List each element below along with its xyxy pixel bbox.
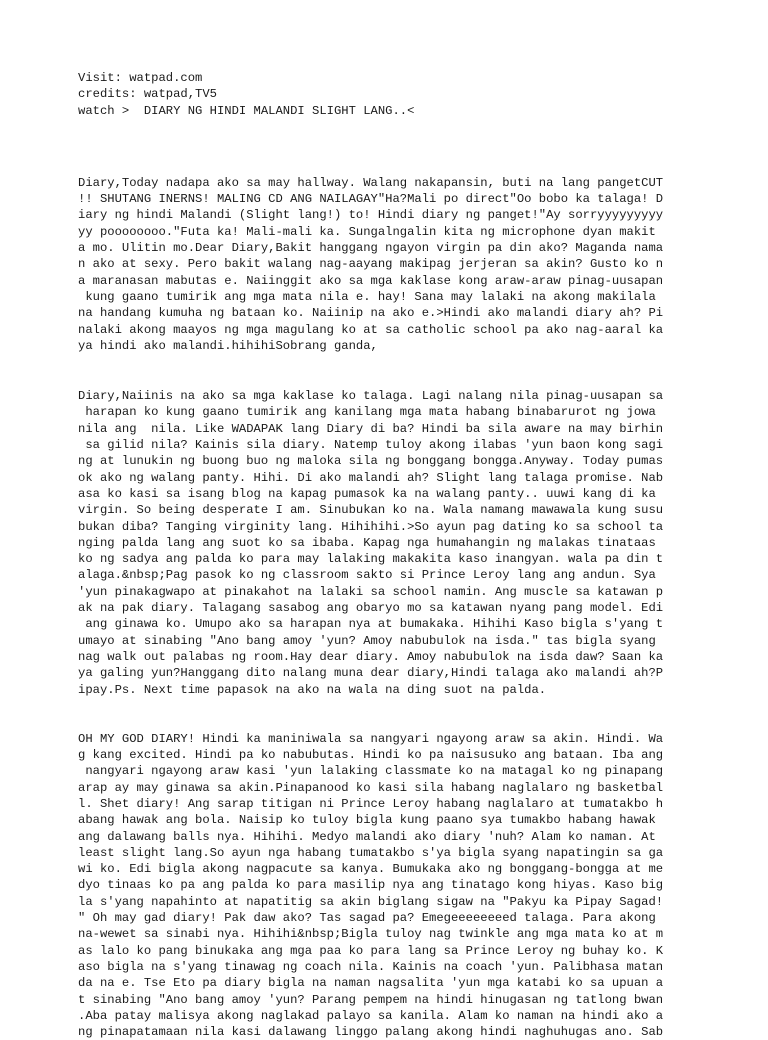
text-line: virgin. So being desperate I am. Sinubukan ko na. Wala namang mawawala kung susu (78, 503, 664, 518)
text-line: least slight lang.So ayun nga habang tumatakbo s'ya bigla syang napatingin sa ga (78, 845, 664, 860)
text-line: ng pinapatamaan nila kasi dalawang linggo palang akong hindi naghuhugas ano. Sab (78, 1025, 664, 1040)
text-line: a mo. Ulitin mo.Dear Diary,Bakit hanggang ngayon virgin pa din ako? Maganda nama (78, 241, 664, 256)
diary-paragraph-3 (78, 731, 698, 1040)
document-page (78, 70, 698, 1040)
text-line: yy poooooooo."Futa ka! Mali-mali ka. Sungalngalin kita ng microphone dyan makit (78, 224, 656, 239)
text-line: OH MY GOD DIARY! Hindi ka maniniwala sa nangyari ngayong araw sa akin. Hindi. Wa (78, 731, 664, 746)
text-line: t sinabing "Ano bang amoy 'yun? Parang pempem na hindi hinugasan ng tatlong bwan (78, 992, 664, 1007)
text-line: ang dalawang balls nya. Hihihi. Medyo malandi ako diary 'nuh? Alam ko naman. At (78, 829, 656, 844)
diary-paragraph-1 (78, 175, 698, 354)
text-line: ak na pak diary. Talagang sasabog ang obaryo mo sa katawan nyang pang model. Edi (78, 601, 664, 616)
watch-line: watch > DIARY NG HINDI MALANDI SLIGHT LANG..< (78, 103, 415, 118)
text-line: la s'yang napahinto at napatitig sa akin biglang sigaw na "Pakyu ka Pipay Sagad! (78, 894, 664, 909)
text-line: umayo at sinabing "Ano bang amoy 'yun? Amoy nabubulok na isda." tas bigla syang (78, 633, 656, 648)
text-line: 'yun pinakagwapo at pinakahot na lalaki sa school namin. Ang muscle sa katawan p (78, 584, 664, 599)
credits-line: credits: watpad,TV5 (78, 87, 217, 102)
text-line: bukan diba? Tanging virginity lang. Hihihihi.>So ayun pag dating ko sa school ta (78, 519, 664, 534)
text-line: alaga.&nbsp;Pag pasok ko ng classroom sakto si Prince Leroy lang ang andun. Sya (78, 568, 656, 583)
text-line: l. Shet diary! Ang sarap titigan ni Prince Leroy habang naglalaro at tumatakbo h (78, 796, 664, 811)
text-line: g kang excited. Hindi pa ko nabubutas. Hindi ko pa naisusuko ang bataan. Iba ang (78, 748, 664, 763)
text-line: a maranasan mabutas e. Naiinggit ako sa mga kaklase kong araw-araw pinag-uusapan (78, 273, 664, 288)
text-line: as lalo ko pang binukaka ang mga paa ko para lang sa Prince Leroy ng buhay ko. K (78, 943, 664, 958)
text-line: !! SHUTANG INERNS! MALING CD ANG NAILAGAY"Ha?Mali po direct"Oo bobo ka talaga! D (78, 192, 664, 207)
text-line: ya galing yun?Hanggang dito nalang muna dear diary,Hindi talaga ako malandi ah?P (78, 666, 664, 681)
text-line: nangyari ngayong araw kasi 'yun lalaking classmate ko na matagal ko ng pinapang (78, 764, 664, 779)
text-line: nging palda lang ang suot ko sa ibaba. Kapag nga humahangin ng malakas tinataas (78, 535, 656, 550)
text-line: ng at lunukin ng buong buo ng maloka sila ng bonggang bongga.Anyway. Today pumas (78, 454, 664, 469)
text-line: harapan ko kung gaano tumirik ang kanilang mga mata habang binabarurot ng jowa (78, 405, 656, 420)
text-line: sa gilid nila? Kainis sila diary. Natemp tuloy akong ilabas 'yun baon kong sagi (78, 438, 664, 453)
text-line: asa ko kasi sa isang blog na kapag pumasok ka na walang panty.. uuwi kang di ka (78, 486, 656, 501)
text-line: kung gaano tumirik ang mga mata nila e. hay! Sana may lalaki na akong makilala (78, 289, 656, 304)
text-line: na-wewet sa sinabi nya. Hihihi&nbsp;Bigla tuloy nag twinkle ang mga mata ko at m (78, 927, 664, 942)
text-line: da na e. Tse Eto pa diary bigla na naman nagsalita 'yun mga katabi ko sa upuan a (78, 976, 664, 991)
text-line: iary ng hindi Malandi (Slight lang!) to! Hindi diary ng panget!"Ay sorryyyyyyyyy (78, 208, 664, 223)
document-header (78, 70, 698, 119)
diary-paragraph-2 (78, 388, 698, 698)
text-line: ipay.Ps. Next time papasok na ako na wala na ding suot na palda. (78, 682, 547, 697)
visit-line: Visit: watpad.com (78, 71, 203, 85)
text-line: na handang kumuha ng bataan ko. Naiinip na ako e.>Hindi ako malandi diary ah? Pi (78, 306, 664, 321)
text-line: abang hawak ang bola. Naisip ko tuloy bigla kung paano sya tumakbo habang hawak (78, 813, 656, 828)
text-line: ok ako ng walang panty. Hihi. Di ako malandi ah? Slight lang talaga promise. Nab (78, 470, 664, 485)
text-line: n ako at sexy. Pero bakit walang nag-aayang makipag jerjeran sa akin? Gusto ko n (78, 257, 664, 272)
text-line: ang ginawa ko. Umupo ako sa harapan nya at bumakaka. Hihihi Kaso bigla s'yang t (78, 617, 664, 632)
text-line: aso bigla na s'yang tinawag ng coach nila. Kainis na coach 'yun. Palibhasa matan (78, 959, 664, 974)
text-line: nalaki akong maayos ng mga magulang ko at sa catholic school pa ako nag-aaral ka (78, 322, 664, 337)
text-line: ya hindi ako malandi.hihihiSobrang ganda, (78, 338, 378, 353)
text-line: dyo tinaas ko pa ang palda ko para masilip nya ang tinatago kong hiyas. Kaso big (78, 878, 664, 893)
text-line: Diary,Naiinis na ako sa mga kaklase ko talaga. Lagi nalang nila pinag-uusapan sa (78, 389, 664, 404)
text-line: .Aba patay malisya akong naglakad palayo sa kanila. Alam ko naman na hindi ako a (78, 1008, 664, 1023)
text-line: ko ng sadya ang palda ko para may lalaking makakita kaso inangyan. wala pa din t (78, 552, 664, 567)
text-line: Diary,Today nadapa ako sa may hallway. Walang nakapansin, buti na lang pangetCUT (78, 175, 664, 190)
text-line: arap ay may ginawa sa akin.Pinapanood ko kasi sila habang naglalaro ng basketbal (78, 780, 664, 795)
text-line: nag walk out palabas ng room.Hay dear diary. Amoy nabubulok na isda daw? Saan ka (78, 649, 664, 664)
text-line: " Oh may gad diary! Pak daw ako? Tas sagad pa? Emegeeeeeeeed talaga. Para akong (78, 911, 656, 926)
text-line: wi ko. Edi bigla akong nagpacute sa kanya. Bumukaka ako ng bonggang-bongga at me (78, 862, 664, 877)
text-line: nila ang nila. Like WADAPAK lang Diary di ba? Hindi ba sila aware na may birhin (78, 421, 664, 436)
